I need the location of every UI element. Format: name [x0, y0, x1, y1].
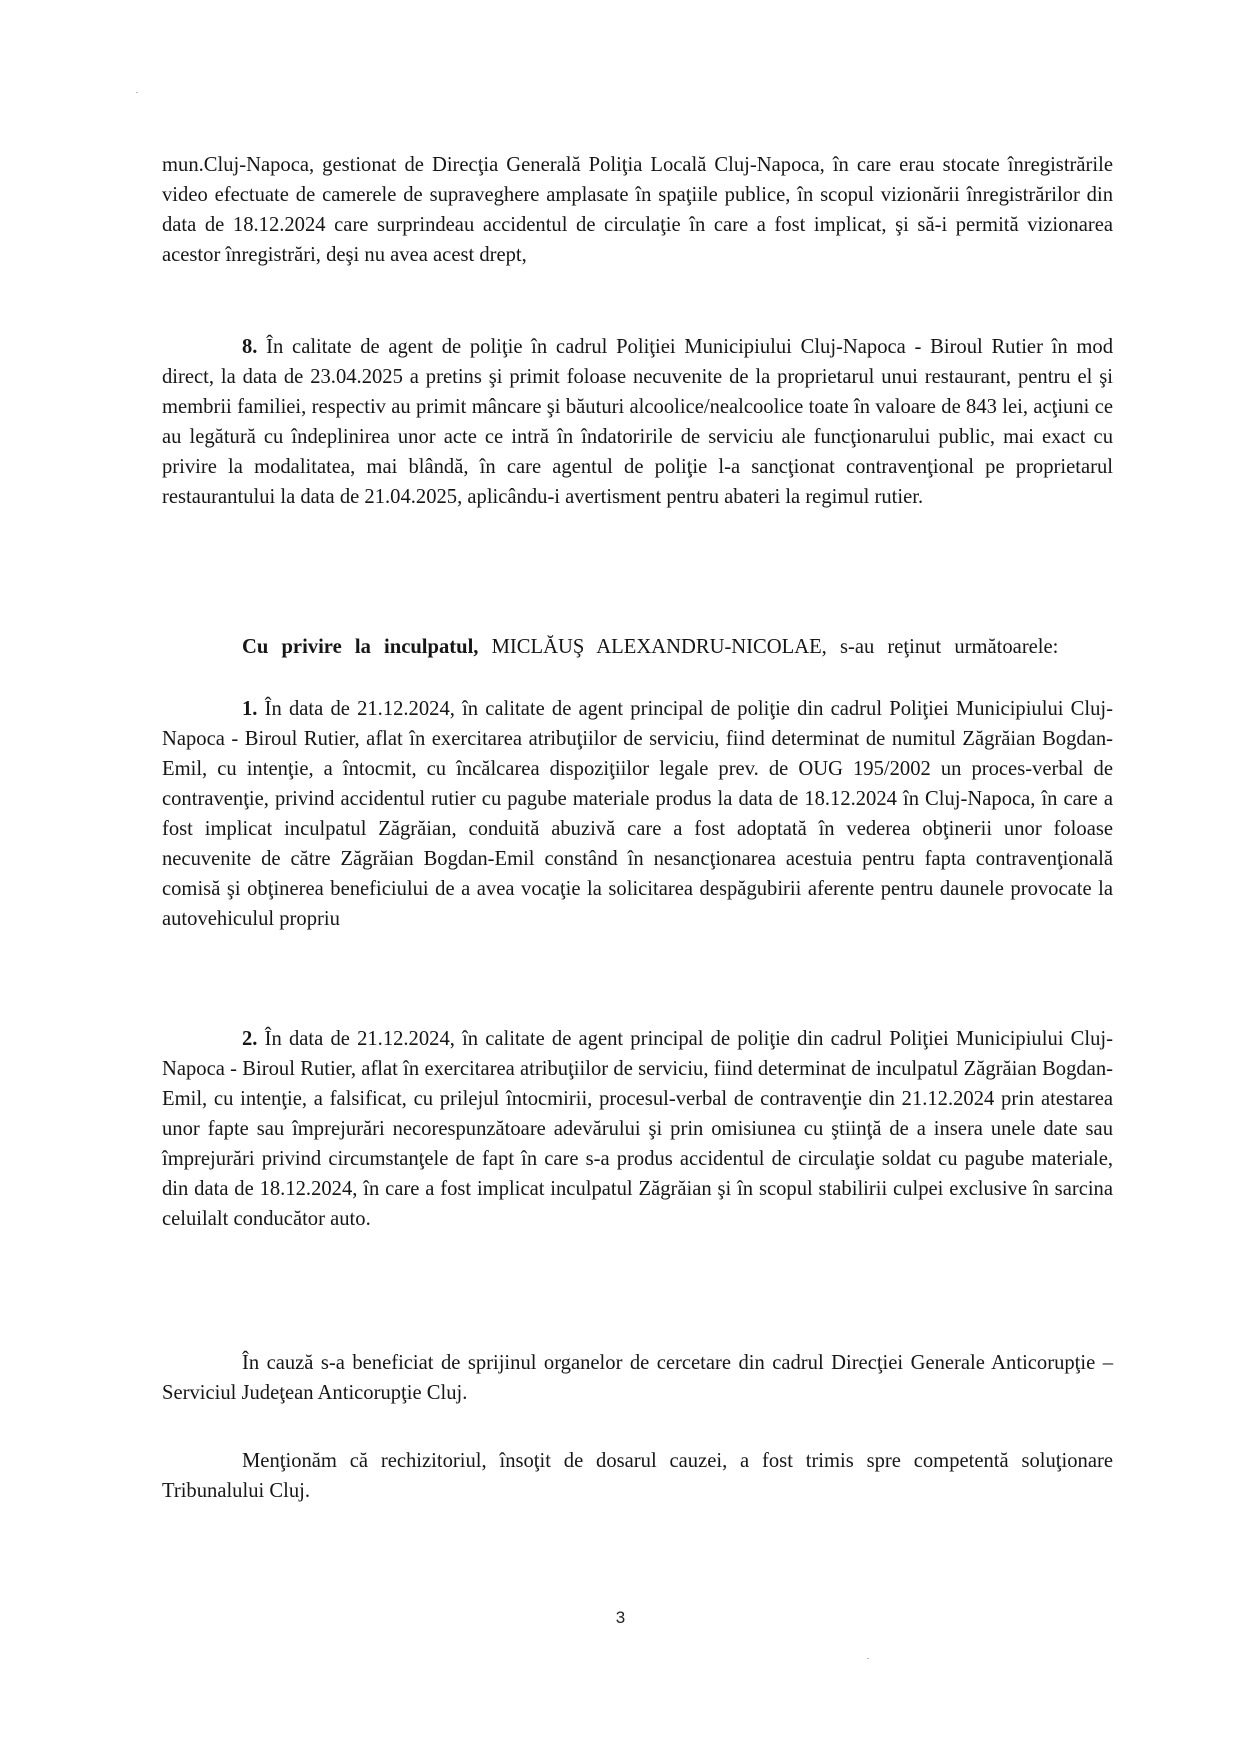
heading-suffix: s-au reţinut următoarele: [826, 636, 1059, 658]
paragraph-text: În cauză s-a beneficiat de sprijinul organelor de cercetare din cadrul Direcţiei Generale Anticorupţie – Serviciul Judeţean Anticorupţie Cluj. [162, 1352, 1113, 1404]
paragraph-item-8 [162, 332, 1113, 512]
paragraph-text: În data de 21.12.2024, în calitate de agent principal de poliţie din cadrul Poliţiei Municipiului Cluj-Napoca - Biroul Rutier, aflat în exercitarea atribuţiilor de serviciu, fiind determinat de numitul Zăgrăian Bogdan-Emil, cu intenţie, a întocmit, cu încălcarea dispoziţiilor legale prev. de OUG 195/2002 un proces-verbal de contravenţie, privind accidentul rutier cu pagube materiale produs la data de 18.12.2024 în Cluj-Napoca, în care a fost implicat inculpatul Zăgrăian, conduită abuzivă care a fost adoptată în vederea obţinerii unor foloase necuvenite de către Zăgrăian Bogdan-Emil constând în nesancţionarea acestuia pentru fapta contravenţională comisă şi obţinerea beneficiului de a avea vocaţie la solicitarea despăgubirii aferente pentru daunele provocate la autovehiculul propriu [162, 698, 1113, 930]
heading-bold-prefix: Cu privire la inculpatul, [242, 636, 479, 658]
paragraph-accused-item-2 [162, 1024, 1113, 1234]
item-number: 2. [242, 1028, 258, 1050]
item-number: 1. [242, 698, 258, 720]
paragraph-text: mun.Cluj-Napoca, gestionat de Direcţia Generală Poliţia Locală Cluj-Napoca, în care erau stocate înregistrările video efectuate de camerele de supraveghere amplasate în spaţiile publice, în scopul vizionării înregistrărilor din data de 18.12.2024 care surprindeau accidentul de circulaţie în care a fost implicat, şi să-i permită vizionarea acestor înregistrări, deşi nu avea acest drept, [162, 154, 1113, 266]
paragraph-text: În data de 21.12.2024, în calitate de agent principal de poliţie din cadrul Poliţiei Municipiului Cluj-Napoca - Biroul Rutier, aflat în exercitarea atribuţiilor de serviciu, fiind determinat de inculpatul Zăgrăian Bogdan-Emil, cu intenţie, a falsificat, cu prilejul întocmirii, procesul-verbal de contravenţie din 21.12.2024 prin atestarea unor fapte sau împrejurări necorespunzătoare adevărului şi prin omisiunea cu ştiinţă de a insera unele date sau împrejurări privind circumstanţele de fapt în care s-a produs accidentul de circulaţie soldat cu pagube materiale, din data de 18.12.2024, în care a fost implicat inculpatul Zăgrăian şi în scopul stabilirii culpei exclusive în sarcina celuilalt conducător auto. [162, 1028, 1113, 1230]
paragraph-continuation [162, 150, 1113, 270]
paragraph-text: Menţionăm că rechizitoriul, însoţit de dosarul cauzei, a fost trimis spre competentă soluţionare Tribunalului Cluj. [162, 1450, 1113, 1502]
accused-heading [162, 632, 1113, 662]
paragraph-accused-item-1 [162, 694, 1113, 934]
page-number: 3 [615, 1608, 626, 1627]
paragraph-mention-note [162, 1446, 1113, 1506]
item-number: 8. [242, 336, 258, 358]
scan-speck [867, 1658, 869, 1659]
paragraph-text: În calitate de agent de poliţie în cadrul Poliţiei Municipiului Cluj-Napoca - Biroul Rutier în mod direct, la data de 23.04.2025 a pretins şi primit foloase necuvenite de la proprietarul unui restaurant, pentru el şi membrii familiei, respectiv au primit mâncare şi băuturi alcoolice/nealcoolice toate în valoare de 843 lei, acţiuni ce au legătură cu îndeplinirea unor acte ce intră în îndatoririle de serviciu ale funcţionarului public, mai exact cu privire la modalitatea, mai blândă, în care agentul de poliţie l-a sancţionat contravenţional pe proprietarul restaurantului la data de 21.04.2025, aplicându-i avertisment pentru abateri la regimul rutier. [162, 336, 1113, 508]
accused-name: MICLĂUŞ ALEXANDRU-NICOLAE, [478, 636, 827, 658]
paragraph-support-note [162, 1348, 1113, 1408]
scan-speck [136, 92, 138, 93]
